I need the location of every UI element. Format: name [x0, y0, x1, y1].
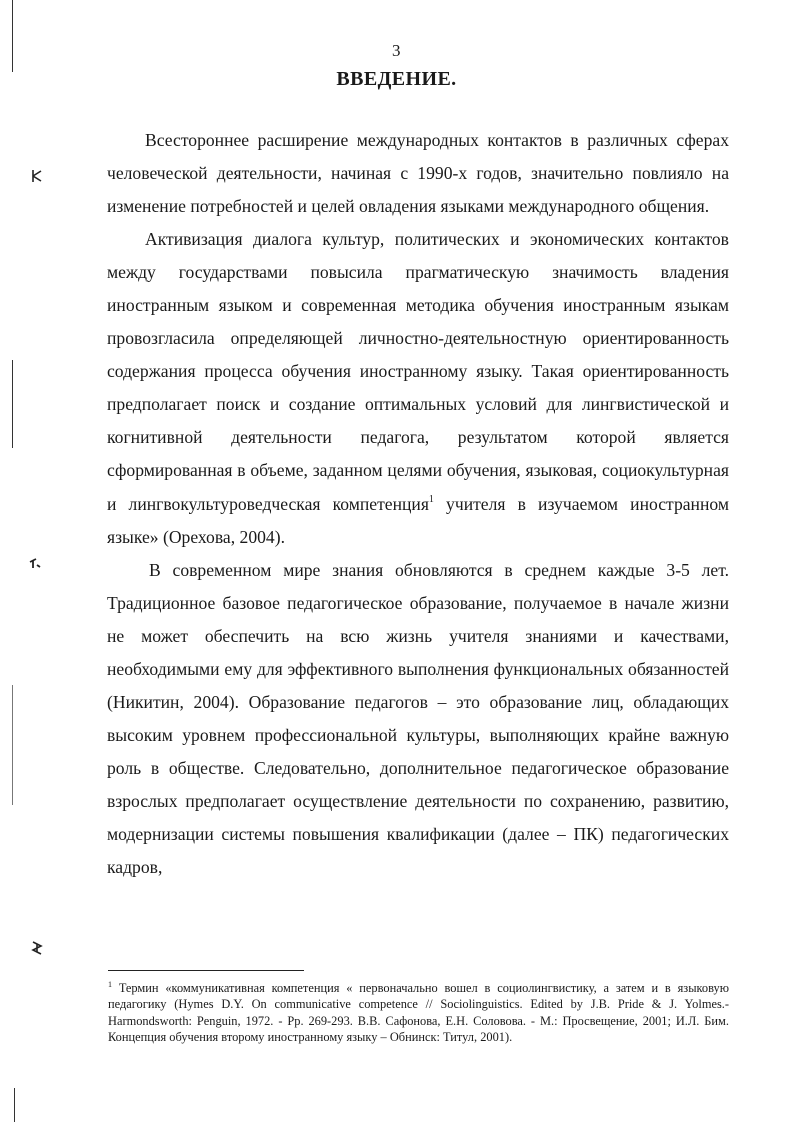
scan-edge-line-middle [12, 360, 13, 448]
paragraph-2-text: Активизация диалога культур, политических и экономических контактов между государствами повысила прагматическую значимость владения иностранным языком и современная методика обучения иностранным языкам провозгласила определяющей личностно-деятельностную ориентированность содержания процесса обучения иностранному языку. Такая ориентированность предполагает поиск и создание оптимальных условий для лингвистической и когнитивной деятельности педагога, результатом которой является сформированная в объеме, заданном целями обучения, языковая, социокультурная и лингвокультуроведческая компетенция [107, 229, 729, 514]
footnote-divider [108, 970, 304, 971]
footnote [108, 980, 729, 1046]
paragraph-2 [107, 223, 729, 553]
paragraph-1: Всестороннее расширение международных контактов в различных сферах человеческой деятельности, начиная с 1990-х годов, значительно повлияло на изменение потребностей и целей овладения языками международного общения. [107, 130, 729, 217]
scan-edge-line-lower [12, 685, 13, 805]
binding-hole-mark-icon [30, 168, 44, 184]
footnote-reference[interactable]: 1 [428, 493, 434, 505]
binding-hole-mark-icon [30, 940, 44, 956]
body-text [107, 124, 729, 884]
page-number: 3 [392, 41, 401, 60]
footnote-text: Термин «коммуникативная компетенция « первоначально вошел в социолингвистику, а затем и в языковую педагогику (Hymes D.Y. On communicative competence // Sociolinguistics. Edited by J.B. Pride & J. Yolmes.-Harmondsworth: Penguin, 1972. - Pp. 269-293. В.В. Сафонова, Е.Н. Соловова. - М.: Просвещение, 2001; И.Л. Бим. Концепция обучения второму иностранному языку – Обнинск: Титул, 2001). [108, 981, 729, 1045]
paragraph-3: В современном мире знания обновляются в среднем каждые 3-5 лет. Традиционное базовое педагогическое образование, получаемое в начале жизни не может обеспечить на всю жизнь учителя знаниями и качествами, необходимыми ему для эффективного выполнения функциональных обязанностей (Никитин, 2004). Образование педагогов – это образование лиц, обладающих высоким уровнем профессиональной культуры, выполняющих крайне важную роль в обществе. Следовательно, дополнительное педагогическое образование взрослых предполагает осуществление деятельности по сохранению, развитию, модернизации системы повышения квалификации (далее – ПК) педагогических кадров, [107, 559, 729, 878]
page-title: ВВЕДЕНИЕ. [336, 68, 457, 90]
footnote-marker: 1 [108, 980, 112, 989]
paragraph-2-tail: учителя в изучаемом иностранном языке» (Орехова, 2004). [107, 493, 729, 547]
binding-hole-mark-icon [28, 556, 42, 572]
scan-edge-line-bottom [14, 1088, 15, 1122]
scan-edge-line-top [12, 0, 13, 72]
